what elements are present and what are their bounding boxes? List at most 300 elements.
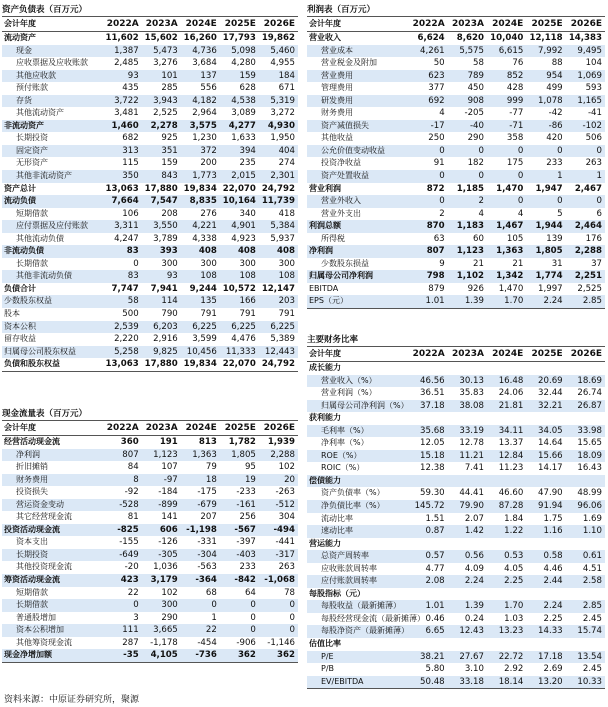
row-label: 其他流动负债 [16, 233, 64, 243]
cell-value: 393 [159, 246, 178, 257]
cell-value: 1,470 [498, 283, 524, 294]
cell-value: 300 [239, 258, 256, 269]
cell-value: -205 [464, 108, 484, 119]
table-row [2, 524, 298, 537]
cell-value: 623 [428, 70, 445, 81]
row-label: 归属母公司净利润 [309, 271, 373, 281]
row-label: EV/EBITDA [321, 676, 364, 686]
table-header-row [307, 347, 605, 362]
cell-value: 19 [244, 474, 256, 485]
cell-value: 852 [506, 70, 524, 81]
cell-value: 96.06 [577, 501, 602, 512]
cell-value: 15.74 [577, 626, 602, 637]
cell-value: 0.24 [464, 613, 484, 624]
cell-value: 0 [289, 612, 295, 623]
row-label: 其他应收款 [16, 70, 56, 80]
cell-value: 1.39 [464, 296, 484, 307]
cell-value: 13.20 [538, 676, 563, 687]
cell-value: 0 [517, 145, 524, 156]
cell-value: 2.24 [543, 601, 563, 612]
cell-value: 0 [439, 171, 445, 182]
row-label: 营业收入 [309, 33, 341, 42]
cell-value: 340 [239, 208, 256, 219]
cell-value: -233 [236, 487, 256, 498]
cell-value: -40 [469, 120, 484, 131]
row-label: 折旧摊销 [16, 462, 48, 472]
cell-value: 1.70 [504, 601, 524, 612]
cell-value: 0 [250, 625, 256, 636]
table-row [307, 450, 605, 463]
cell-value: 1,950 [270, 133, 295, 144]
table-row [2, 536, 298, 549]
cell-value: 423 [120, 575, 139, 586]
cell-value: 10,572 [222, 283, 256, 294]
cell-value: 101 [161, 70, 178, 81]
cell-value: 46.60 [498, 488, 524, 499]
row-label: 应收票据及应收账款 [16, 58, 88, 68]
cell-value: 47.90 [538, 488, 563, 499]
cell-value: 5,098 [231, 45, 256, 56]
table-row [307, 170, 605, 183]
row-label: 资产处置收益 [321, 171, 369, 181]
cell-value: 27.67 [459, 651, 484, 662]
cell-value: 11.21 [459, 450, 484, 461]
cell-value: 2,525 [577, 283, 602, 294]
cell-value: 0.87 [425, 526, 445, 537]
cell-value: 4,736 [192, 45, 217, 56]
row-label: 财务费用 [321, 108, 353, 118]
year-header: 2024E [185, 423, 217, 433]
table-row [307, 487, 605, 500]
cell-value: 15.66 [538, 450, 563, 461]
table-row [307, 550, 605, 563]
cell-value: 4.05 [504, 563, 524, 574]
table-header-row [307, 17, 605, 32]
cell-value: 263 [585, 158, 602, 169]
table-row [2, 461, 298, 474]
cell-value: 2.85 [582, 296, 602, 307]
cell-value: 1,939 [267, 437, 295, 447]
cash-flow-title: 现金流量表（百万元） [2, 409, 88, 419]
cell-value: 408 [237, 246, 256, 257]
cell-value: 351 [161, 145, 178, 156]
cell-value: 4 [478, 208, 484, 219]
cell-value: 21 [473, 258, 484, 269]
cell-value: 372 [200, 145, 217, 156]
table-header-row [2, 17, 298, 32]
cell-value: 11,739 [261, 196, 295, 207]
cell-value: 2,464 [574, 221, 602, 232]
cell-value: 87.28 [498, 501, 524, 512]
cell-value: 9 [439, 258, 445, 269]
cell-value: 0.57 [425, 551, 445, 562]
cell-value: -454 [197, 637, 217, 648]
table-row [2, 183, 298, 196]
cell-value: 1.69 [582, 513, 602, 524]
cell-value: 1,165 [577, 95, 602, 106]
cell-value [566, 412, 605, 425]
row-label: 流动比率 [321, 513, 353, 523]
row-label: 其他投资现金流 [16, 562, 72, 572]
table-row [307, 400, 605, 413]
cell-value: 0 [289, 625, 295, 636]
cell-value: 1,183 [456, 221, 484, 232]
cell-value: 48.99 [577, 488, 602, 499]
cell-value: 628 [239, 83, 256, 94]
cell-value: 95 [244, 462, 256, 473]
cell-value: 7.41 [464, 463, 484, 474]
cell-value: 276 [200, 208, 217, 219]
row-label: 短期借款 [16, 587, 48, 597]
row-label: 营业费用 [321, 70, 353, 80]
cell-value: -1,146 [267, 637, 295, 648]
row-label: 投资活动现金流 [4, 524, 60, 534]
cell-value: 506 [585, 133, 602, 144]
row-label: 获利能力 [309, 413, 341, 423]
cell-value: 18.09 [577, 450, 602, 461]
table-row [2, 574, 298, 587]
financial-ratios-title: 主要财务比率 [307, 335, 359, 345]
row-label: 预付账款 [16, 83, 48, 93]
cell-value: 1,036 [153, 562, 178, 573]
cell-value: 0.53 [504, 551, 524, 562]
cell-value: -1,178 [150, 637, 178, 648]
cell-value: 1,947 [535, 183, 563, 194]
table-row [307, 233, 605, 246]
cell-value: 0 [439, 145, 445, 156]
row-label: 经营活动现金流 [4, 437, 60, 446]
row-label: 营运能力 [309, 538, 341, 548]
year-header: 2022A [412, 349, 445, 359]
cell-value [566, 638, 605, 651]
cell-value: 111 [122, 625, 139, 636]
cell-value: 290 [467, 133, 484, 144]
cell-value: 3,943 [153, 95, 178, 106]
row-label: 营业税金及附加 [321, 58, 377, 68]
cell-value: 2.24 [543, 296, 563, 307]
cell-value: 58 [473, 58, 484, 69]
table-row [2, 449, 298, 462]
cell-value: -77 [509, 108, 524, 119]
cell-value: 304 [278, 512, 295, 523]
row-label: 营业收入（%） [321, 375, 377, 385]
cell-value: -331 [197, 537, 217, 548]
table-row [2, 45, 298, 58]
cell-value: -17 [430, 120, 445, 131]
row-label: 非流动负债 [4, 246, 44, 256]
cell-value: -563 [197, 562, 217, 573]
cell-value: 14.17 [538, 463, 563, 474]
year-header: 2023A [145, 423, 178, 433]
cell-value: -679 [197, 499, 217, 510]
row-label: 应付账款周转率 [321, 576, 377, 586]
cell-value: 0 [478, 171, 484, 182]
row-label: 资产减值损失 [321, 120, 369, 130]
cell-value: -528 [119, 499, 139, 510]
cell-value: 1,363 [192, 449, 217, 460]
table-row [2, 258, 298, 271]
table-row [2, 358, 298, 371]
cell-value: 102 [161, 587, 178, 598]
cell-value: -126 [158, 537, 178, 548]
cell-value: 88 [551, 58, 563, 69]
cash-flow-panel [2, 408, 298, 663]
cell-value [448, 475, 487, 488]
year-header: 2025E [224, 423, 256, 433]
year-header: 2024E [185, 19, 217, 29]
cell-value: 2.85 [582, 601, 602, 612]
cell-value: 0.58 [543, 551, 563, 562]
cell-value: 114 [161, 296, 178, 307]
cell-value: 2,220 [114, 334, 139, 345]
cell-value: 1,102 [456, 271, 484, 282]
cell-value: 1,944 [535, 221, 563, 232]
table-row [307, 425, 605, 438]
cell-value [526, 362, 565, 375]
cell-value: 4,930 [267, 120, 295, 131]
cell-value: 394 [239, 145, 256, 156]
cell-value: 2.45 [582, 613, 602, 624]
cell-value: 93 [127, 70, 139, 81]
cell-value: 6.65 [425, 626, 445, 637]
cell-value: 2,288 [574, 246, 602, 257]
table-row [2, 499, 298, 512]
cell-value: 13.37 [498, 438, 524, 449]
balance-sheet-panel [2, 4, 298, 372]
cell-value: 78 [284, 587, 295, 598]
table-row [307, 513, 605, 526]
year-header: 2023A [451, 349, 484, 359]
cell-value: 3,665 [153, 625, 178, 636]
table-row [307, 375, 605, 388]
table-row [2, 346, 298, 359]
cell-value [566, 538, 605, 551]
cell-value: 79 [205, 462, 217, 473]
table-row [307, 663, 605, 676]
cell-value: 79.90 [459, 501, 484, 512]
cell-value: 1,460 [111, 120, 139, 131]
cell-value: 108 [278, 271, 295, 282]
cell-value: 0 [517, 171, 524, 182]
cell-value: -263 [275, 487, 295, 498]
cell-value: 5,460 [270, 45, 295, 56]
cell-value: 807 [122, 449, 139, 460]
cell-value: 798 [426, 271, 445, 282]
cell-value: 33.98 [577, 425, 602, 436]
cell-value: 108 [200, 271, 217, 282]
cell-value: 362 [277, 650, 295, 661]
financial-ratios-panel [307, 334, 605, 689]
cell-value [408, 638, 447, 651]
cell-value: 0.61 [582, 551, 602, 562]
cell-value: 16.48 [498, 375, 524, 386]
table-row [307, 462, 605, 475]
row-label: 应付票据及应付账款 [16, 221, 88, 231]
cell-value: 3 [133, 612, 139, 623]
row-label: 研发费用 [321, 95, 353, 105]
cell-value: 31 [551, 258, 563, 269]
cell-value: 2,015 [231, 171, 256, 182]
row-label: 归属母公司净利润（%） [321, 400, 409, 410]
row-label: 营业利润（%） [321, 388, 377, 398]
cell-value: -364 [195, 575, 217, 586]
cell-value: 12,118 [529, 33, 563, 43]
table-row [307, 676, 605, 689]
table-row [2, 132, 298, 145]
row-label: 流动负债 [4, 196, 36, 206]
cell-value: 954 [546, 70, 563, 81]
table-row [307, 613, 605, 626]
cell-value: 1,387 [114, 45, 139, 56]
row-label: 资产总计 [4, 183, 36, 193]
cell-value: 4.46 [543, 563, 563, 574]
table-row [2, 624, 298, 637]
cell-value: 9,244 [189, 283, 217, 294]
cell-value: 108 [239, 271, 256, 282]
table-row [307, 412, 605, 425]
row-label: 所得税 [321, 233, 345, 243]
cell-value: 0.46 [425, 613, 445, 624]
cell-value: 1.22 [504, 526, 524, 537]
row-label: 营运资金变动 [16, 499, 64, 509]
cell-value: 7,992 [538, 45, 563, 56]
cell-value: 404 [278, 145, 295, 156]
table-row [2, 57, 298, 70]
row-label: 其它经营现金流 [16, 512, 72, 522]
cell-value: 8 [133, 474, 139, 485]
cell-value: 38.21 [420, 651, 445, 662]
row-label: P/B [321, 664, 335, 674]
cell-value: 91.94 [538, 501, 563, 512]
cell-value: 408 [277, 246, 295, 257]
year-header: 2025E [531, 349, 563, 359]
year-header: 2022A [106, 19, 139, 29]
cell-value: 1,997 [538, 283, 563, 294]
cell-value: -441 [275, 537, 295, 548]
cell-value: 263 [278, 562, 295, 573]
cell-value: 10,456 [186, 346, 217, 357]
cell-value: 4,338 [192, 233, 217, 244]
table-row [307, 387, 605, 400]
row-label: 偿债能力 [309, 475, 341, 485]
cell-value: 32.44 [538, 388, 563, 399]
row-label: 每股指标（元） [309, 588, 365, 598]
cell-value: 33.18 [459, 676, 484, 687]
cell-value: 13.23 [498, 626, 524, 637]
cell-value: 10.33 [577, 676, 602, 687]
cell-value: -649 [119, 549, 139, 560]
table-row [2, 145, 298, 158]
cell-value: -403 [236, 549, 256, 560]
cell-value [526, 638, 565, 651]
cell-value [408, 588, 447, 601]
cell-value: 4 [517, 208, 524, 219]
cell-value: 3,481 [114, 108, 139, 119]
cell-value: 17,880 [144, 359, 178, 370]
header-label: 会计年度 [309, 19, 341, 28]
row-label: 估值比率 [309, 639, 341, 649]
row-label: 净利率（%） [321, 438, 369, 448]
cell-value: 3.10 [464, 664, 484, 675]
table-row [2, 95, 298, 108]
cell-value: 137 [200, 70, 217, 81]
cell-value: 13.54 [577, 651, 602, 662]
cell-value: -161 [236, 499, 256, 510]
cell-value: 1.70 [504, 296, 524, 307]
table-row [2, 587, 298, 600]
row-label: EBITDA [309, 283, 339, 293]
cell-value: 11,602 [105, 33, 139, 43]
cell-value: 135 [200, 296, 217, 307]
cell-value: 12.84 [498, 450, 524, 461]
cell-value: 0 [439, 196, 445, 207]
cell-value: 18.69 [577, 375, 602, 386]
table-row [307, 525, 605, 538]
cell-value: 3,311 [114, 221, 139, 232]
cell-value: 2.92 [504, 664, 524, 675]
table-row [2, 637, 298, 650]
cell-value: 2.25 [543, 613, 563, 624]
cell-value: 12.78 [459, 438, 484, 449]
row-label: 普通股增加 [16, 612, 56, 622]
cell-value: 26.87 [577, 400, 602, 411]
year-header: 2022A [106, 423, 139, 433]
cell-value: 925 [161, 133, 178, 144]
cell-value: 19,834 [183, 183, 217, 194]
cell-value: 3,722 [114, 95, 139, 106]
cell-value: -102 [582, 120, 602, 131]
row-label: ROIC（%） [321, 463, 365, 473]
row-label: 长期投资 [16, 549, 48, 559]
table-row [2, 32, 298, 45]
cell-value: 2.69 [543, 664, 563, 675]
cell-value: 4,280 [231, 58, 256, 69]
table-row [307, 258, 605, 271]
cell-value: 2 [439, 208, 445, 219]
cell-value: 1,230 [192, 133, 217, 144]
cell-value: 4,105 [150, 650, 178, 661]
cell-value: 15,602 [144, 33, 178, 43]
cell-value: 2,288 [270, 449, 295, 460]
cell-value: 1,773 [192, 171, 217, 182]
cell-value: 14.33 [538, 626, 563, 637]
table-row [307, 500, 605, 513]
cell-value: 926 [467, 283, 484, 294]
cell-value: 3,550 [153, 221, 178, 232]
cell-value [526, 588, 565, 601]
row-label: 每股经营现金流（最新摊薄） [321, 613, 425, 623]
cell-value: 4,221 [192, 221, 217, 232]
row-label: 公允价值变动收益 [321, 145, 385, 155]
cell-value: 9,495 [577, 45, 602, 56]
cell-value: 5,473 [153, 45, 178, 56]
cell-value: 2.25 [504, 576, 524, 587]
cell-value: 6,203 [153, 321, 178, 332]
cell-value: 290 [161, 612, 178, 623]
row-label: 净利润 [16, 449, 40, 459]
cell-value: 1,633 [231, 133, 256, 144]
cell-value: 64 [244, 587, 256, 598]
cell-value: 12,147 [261, 283, 295, 294]
cell-value: 358 [506, 133, 524, 144]
cell-value [448, 538, 487, 551]
cell-value [487, 638, 526, 651]
year-header: 2024E [492, 19, 524, 29]
row-label: 管理费用 [321, 83, 353, 93]
row-label: 短期借款 [16, 208, 48, 218]
row-label: 每股净资产（最新摊薄） [321, 626, 409, 636]
cell-value: 1,123 [456, 246, 484, 257]
